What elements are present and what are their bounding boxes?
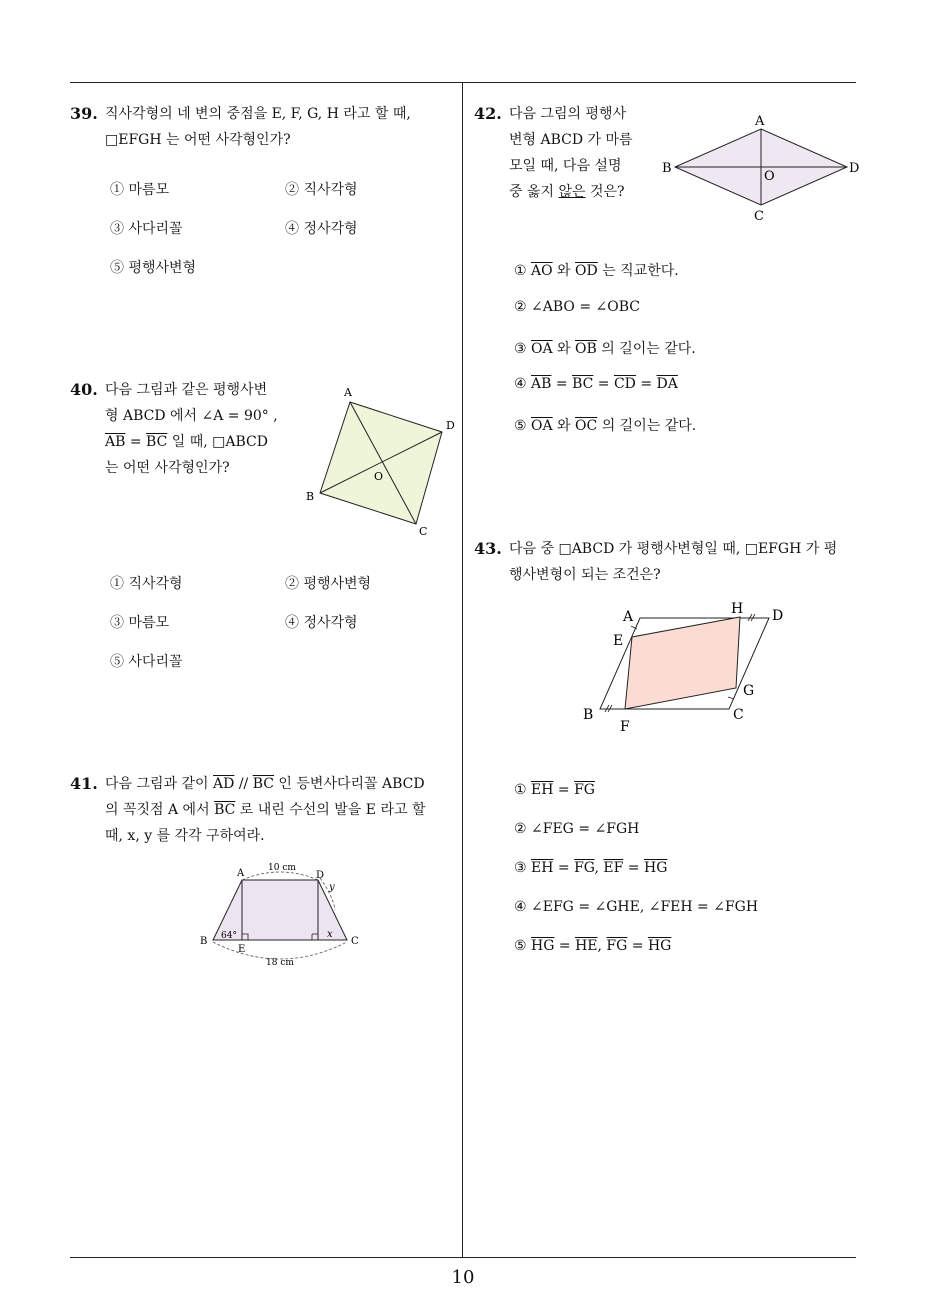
q42-label-d: D xyxy=(849,161,860,176)
choice-marker: ④ xyxy=(514,376,532,392)
q42-choice-5[interactable] xyxy=(514,415,696,435)
q41-top-arc xyxy=(242,872,318,880)
segment-bc: $\overline{BC}$ xyxy=(146,434,168,450)
q42-line4-post: 것은? xyxy=(585,184,625,200)
q43-label-e: E xyxy=(613,633,624,649)
choice-text: = xyxy=(593,376,614,392)
q40-choice-3[interactable]: ③ 마름모 xyxy=(110,615,170,631)
q42-figure xyxy=(660,108,860,228)
choice-text: = xyxy=(553,782,575,798)
choice-marker: ④ xyxy=(514,899,532,915)
q40-text-line1: 다음 그림과 같은 평행사변 xyxy=(105,382,268,398)
q40-text-line3 xyxy=(105,432,268,452)
q40-figure xyxy=(300,380,470,545)
segment-oa: $\overline{OA}$ xyxy=(531,418,553,434)
q40-text-line2: 형 ABCD 에서 ∠A = 90° , xyxy=(105,408,278,424)
choice-text: = xyxy=(623,860,644,876)
q39-number: 39. xyxy=(70,104,98,123)
q42-line4-pre: 중 옳지 xyxy=(509,184,559,200)
segment-fg: $\overline{FG}$ xyxy=(574,860,595,876)
q42-choice-2[interactable] xyxy=(514,299,640,315)
choice-marker: ① xyxy=(514,263,532,279)
choice-marker: ⑤ xyxy=(514,418,532,434)
choice-text: = xyxy=(635,376,657,392)
equals: = xyxy=(125,434,147,450)
choice-text: 와 xyxy=(552,263,576,279)
q42-choice-4[interactable] xyxy=(514,376,678,392)
choice-text: 와 xyxy=(552,341,576,357)
q41-text-line3: 때, x, y 를 각각 구하여라. xyxy=(105,828,265,844)
q42-text-line1: 다음 그림의 평행사 xyxy=(509,106,627,122)
choice-text: ∠ABO = ∠OBC xyxy=(531,299,640,315)
choice-marker: ③ xyxy=(514,860,532,876)
q40-choice-5[interactable]: ⑤ 사다리꼴 xyxy=(110,654,183,670)
choice-text: 와 xyxy=(552,418,576,434)
segment-ab: $\overline{AB}$ xyxy=(531,376,552,392)
segment-ao: $\overline{AO}$ xyxy=(531,263,553,279)
q43-label-f: F xyxy=(620,719,630,735)
choice-text: ∠FEG = ∠FGH xyxy=(531,821,640,837)
q43-text-line1: 다음 중 □ABCD 가 평행사변형일 때, □EFGH 가 평 xyxy=(509,541,838,557)
segment-hg: $\overline{HG}$ xyxy=(531,938,555,954)
segment-cd: $\overline{CD}$ xyxy=(613,376,636,392)
q42-label-o: O xyxy=(764,169,775,184)
choice-text: = xyxy=(553,860,575,876)
q43-label-b: B xyxy=(583,707,594,723)
q40-choice-2[interactable]: ② 평행사변형 xyxy=(285,576,372,592)
q41-number: 41. xyxy=(70,774,98,793)
q40-label-c: C xyxy=(419,525,428,538)
q41-x-label: x xyxy=(327,929,333,940)
q39-choice-2[interactable]: ② 직사각형 xyxy=(285,182,358,198)
q39-text-line1: 직사각형의 네 변의 중점을 E, F, G, H 라고 할 때, xyxy=(105,106,411,122)
q43-figure xyxy=(575,595,795,740)
q43-tick-gc xyxy=(728,697,734,699)
q42-text-line2: 변형 ABCD 가 마름 xyxy=(509,132,633,148)
q43-choice-3[interactable] xyxy=(514,860,667,876)
q43-label-g: G xyxy=(743,683,755,699)
q42-label-a: A xyxy=(755,114,765,129)
q41-label-e: E xyxy=(238,944,246,955)
choice-text: ∠EFG = ∠GHE, ∠FEH = ∠FGH xyxy=(531,899,759,915)
q41-label-a: A xyxy=(237,868,245,879)
q39-choice-1[interactable]: ① 마름모 xyxy=(110,182,170,198)
q43-label-h: H xyxy=(731,601,744,617)
q41-line2-post: 로 내린 수선의 발을 E 라고 할 xyxy=(235,802,426,818)
choice-marker: ② xyxy=(514,821,532,837)
q40-text-line3-rest: 일 때, □ABCD xyxy=(167,434,268,450)
q42-choice-1[interactable] xyxy=(514,260,679,280)
segment-fg: $\overline{FG}$ xyxy=(606,938,628,954)
segment-eh: $\overline{EH}$ xyxy=(531,860,554,876)
choice-text: , xyxy=(594,860,604,876)
choice-text: 의 길이는 같다. xyxy=(596,341,696,357)
q42-number: 42. xyxy=(474,104,502,123)
segment-od: $\overline{OD}$ xyxy=(575,263,598,279)
segment-ob: $\overline{OB}$ xyxy=(575,341,597,357)
choice-text: , xyxy=(597,938,607,954)
q43-quad-efgh xyxy=(625,617,740,709)
q43-label-c: C xyxy=(733,707,744,723)
q41-bottom-length: 18 cm xyxy=(266,958,294,968)
parallel-sign: // xyxy=(234,776,253,792)
segment-bc: $\overline{BC}$ xyxy=(572,376,594,392)
segment-he: $\overline{HE}$ xyxy=(575,938,598,954)
segment-fg: $\overline{FG}$ xyxy=(574,782,595,798)
q42-label-b: B xyxy=(662,161,672,176)
q41-line1-post: 인 등변사다리꼴 ABCD xyxy=(273,776,425,792)
q42-choice-3[interactable] xyxy=(514,338,696,358)
choice-text: = xyxy=(551,376,573,392)
segment-hg: $\overline{HG}$ xyxy=(643,860,668,876)
segment-oa: $\overline{OA}$ xyxy=(531,341,553,357)
q42-text-line4 xyxy=(509,182,625,202)
q41-y-label: y xyxy=(329,882,335,893)
q41-text-line1 xyxy=(105,774,425,794)
q43-choice-1[interactable] xyxy=(514,782,595,798)
q41-top-length: 10 cm xyxy=(268,863,296,873)
segment-da: $\overline{DA}$ xyxy=(656,376,678,392)
q42-label-c: C xyxy=(754,209,764,224)
segment-ad: $\overline{AD}$ xyxy=(213,776,235,792)
q41-label-c: C xyxy=(351,936,359,947)
q39-choice-4[interactable]: ④ 정사각형 xyxy=(285,221,358,237)
segment-ef: $\overline{EF}$ xyxy=(603,860,624,876)
q43-choice-5[interactable] xyxy=(514,938,671,954)
segment-bc: $\overline{BC}$ xyxy=(252,776,274,792)
q42-emphasis: 않은 xyxy=(558,184,586,200)
q40-label-a: A xyxy=(344,386,352,399)
bottom-rule xyxy=(70,1257,856,1258)
page-number: 10 xyxy=(451,1267,475,1288)
choice-text: 는 직교한다. xyxy=(597,263,679,279)
column-divider xyxy=(462,82,463,1257)
q41-label-d: D xyxy=(316,870,325,881)
q43-choice-2[interactable] xyxy=(514,821,639,837)
q40-choice-1[interactable]: ① 직사각형 xyxy=(110,576,183,592)
choice-text: = xyxy=(554,938,576,954)
q43-label-d: D xyxy=(772,608,784,624)
q40-label-o: O xyxy=(374,470,384,483)
q43-text-line2: 행사변형이 되는 조건은? xyxy=(509,567,661,583)
q40-label-b: B xyxy=(306,490,315,503)
segment-bc: $\overline{BC}$ xyxy=(214,802,236,818)
q39-text-line2: □EFGH 는 어떤 사각형인가? xyxy=(105,132,291,148)
q40-number: 40. xyxy=(70,380,98,399)
choice-marker: ③ xyxy=(514,341,532,357)
q40-label-d: D xyxy=(446,419,455,432)
q39-choice-5[interactable]: ⑤ 평행사변형 xyxy=(110,260,197,276)
q41-label-b: B xyxy=(200,936,208,947)
segment-oc: $\overline{OC}$ xyxy=(575,418,598,434)
choice-text: 의 길이는 같다. xyxy=(597,418,697,434)
q39-choice-3[interactable]: ③ 사다리꼴 xyxy=(110,221,183,237)
choice-marker: ⑤ xyxy=(514,938,532,954)
q41-angle-b: 64° xyxy=(221,931,237,941)
q43-number: 43. xyxy=(474,539,502,558)
choice-marker: ① xyxy=(514,782,532,798)
choice-marker: ② xyxy=(514,299,532,315)
choice-text: = xyxy=(627,938,648,954)
q43-label-a: A xyxy=(623,609,634,625)
q41-figure xyxy=(195,858,375,973)
q41-line1-pre: 다음 그림과 같이 xyxy=(105,776,214,792)
segment-hg: $\overline{HG}$ xyxy=(647,938,672,954)
q41-text-line2 xyxy=(105,800,425,820)
q41-line2-pre: 의 꼭짓점 A 에서 xyxy=(105,802,215,818)
top-rule xyxy=(70,82,856,83)
segment-ab: $\overline{AB}$ xyxy=(105,434,126,450)
segment-eh: $\overline{EH}$ xyxy=(531,782,554,798)
q40-text-line4: 는 어떤 사각형인가? xyxy=(105,460,230,476)
q41-bottom-arc xyxy=(213,942,347,959)
q40-choice-4[interactable]: ④ 정사각형 xyxy=(285,615,358,631)
q43-choice-4[interactable] xyxy=(514,899,758,915)
q42-text-line3: 모일 때, 다음 설명 xyxy=(509,158,622,174)
